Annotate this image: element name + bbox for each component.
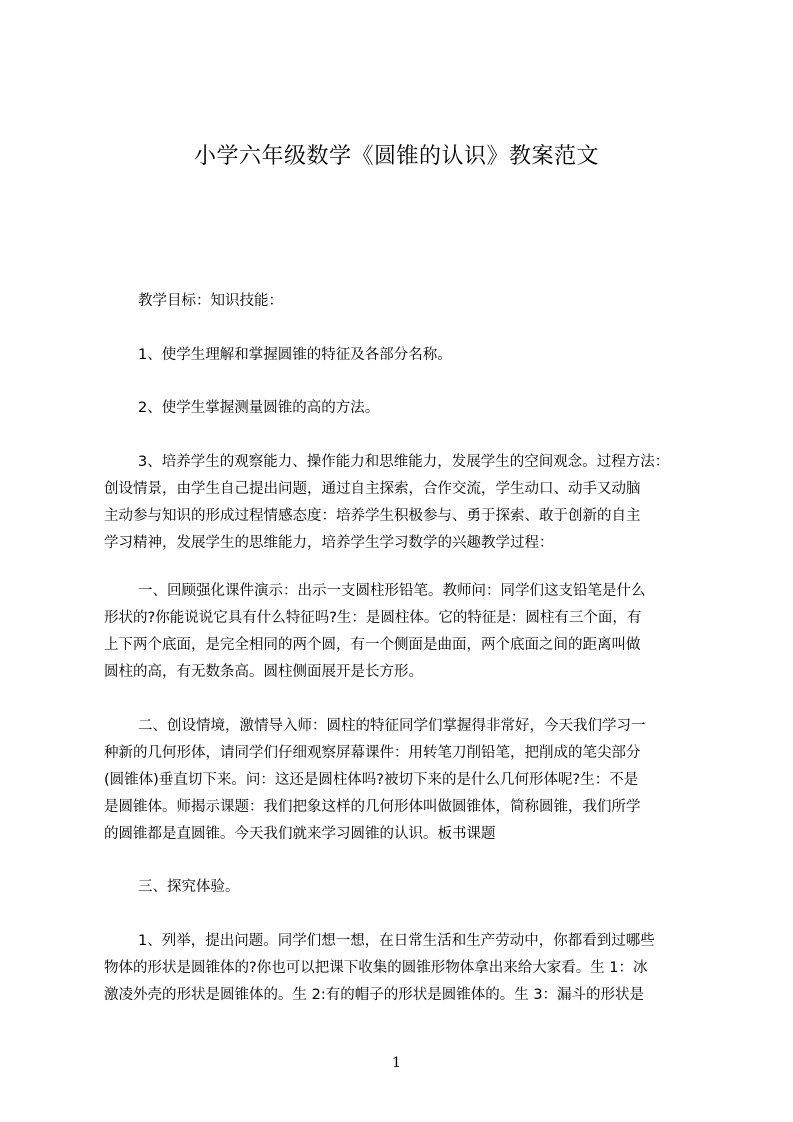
text-line: 1、列举，提出问题。同学们想一想，在日常生活和生产劳动中，你都看到过哪些: [138, 933, 655, 949]
text-line: 种新的几何形体，请同学们仔细观察屏幕课件：用转笔刀削铅笔，把削成的笔尖部分: [104, 745, 641, 761]
text-line: 一、回顾强化课件演示：出示一支圆柱形铅笔。教师问：同学们这支铅笔是什么: [138, 583, 646, 599]
text-line: 激凌外壳的形状是圆锥体的。生 2:有的帽子的形状是圆锥体的。生 3：漏斗的形状是: [104, 987, 645, 1003]
text-line: 1、使学生理解和掌握圆锥的特征及各部分名称。: [138, 347, 452, 363]
paragraph-section-3: [104, 874, 709, 901]
paragraph-section-3-1: [104, 928, 709, 1009]
paragraph-goal-1: [104, 342, 709, 369]
text-line: 3、培养学生的观察能力、操作能力和思维能力，发展学生的空间观念。过程方法：: [138, 454, 670, 470]
text-line: 上下两个底面，是完全相同的两个圆，有一个侧面是曲面，两个底面之间的距离叫做: [104, 637, 641, 653]
text-line: 形状的?你能说说它具有什么特征吗?生：是圆柱体。它的特征是：圆柱有三个面，有: [104, 610, 642, 626]
text-line: 主动参与知识的形成过程情感态度：培养学生积极参与、勇于探索、敢于创新的自主: [104, 508, 641, 524]
text-line: 圆柱的高，有无数条高。圆柱侧面展开是长方形。: [104, 664, 423, 680]
text-line: 创设情景，由学生自己提出问题，通过自主探索，合作交流，学生动口、动手又动脑: [104, 481, 641, 497]
text-line: 二、创设情境，激情导入师：圆柱的特征同学们掌握得非常好，今天我们学习一: [138, 718, 646, 734]
text-line: 学习精神，发展学生的思维能力，培养学生学习数学的兴趣教学过程：: [104, 535, 554, 551]
text-line: 物体的形状是圆锥体的?你也可以把课下收集的圆锥形物体拿出来给大家看。生 1：冰: [104, 960, 648, 976]
text-line: 2、使学生掌握测量圆锥的高的方法。: [138, 400, 380, 416]
text-line: (圆锥体)垂直切下来。问：这还是圆柱体吗?被切下来的是什么几何形体呢?生：不是: [104, 772, 639, 788]
text-line: 三、探究体验。: [138, 879, 240, 895]
page-number: 1: [392, 1055, 401, 1071]
page-title: 小学六年级数学《圆锥的认识》教案范文: [193, 144, 599, 169]
paragraph-goal-2: [104, 395, 709, 422]
text-line: 教学目标：知识技能：: [138, 293, 283, 309]
text-line: 是圆锥体。师揭示课题：我们把象这样的几何形体叫做圆锥体，简称圆锥，我们所学: [104, 799, 641, 815]
paragraph-section-2: [104, 713, 709, 848]
paragraph-goal-3: [104, 449, 709, 557]
paragraph-goals-heading: [104, 288, 709, 315]
text-line: 的圆锥都是直圆锥。今天我们就来学习圆锥的认识。板书课题: [104, 826, 496, 842]
paragraph-section-1: [104, 578, 709, 686]
